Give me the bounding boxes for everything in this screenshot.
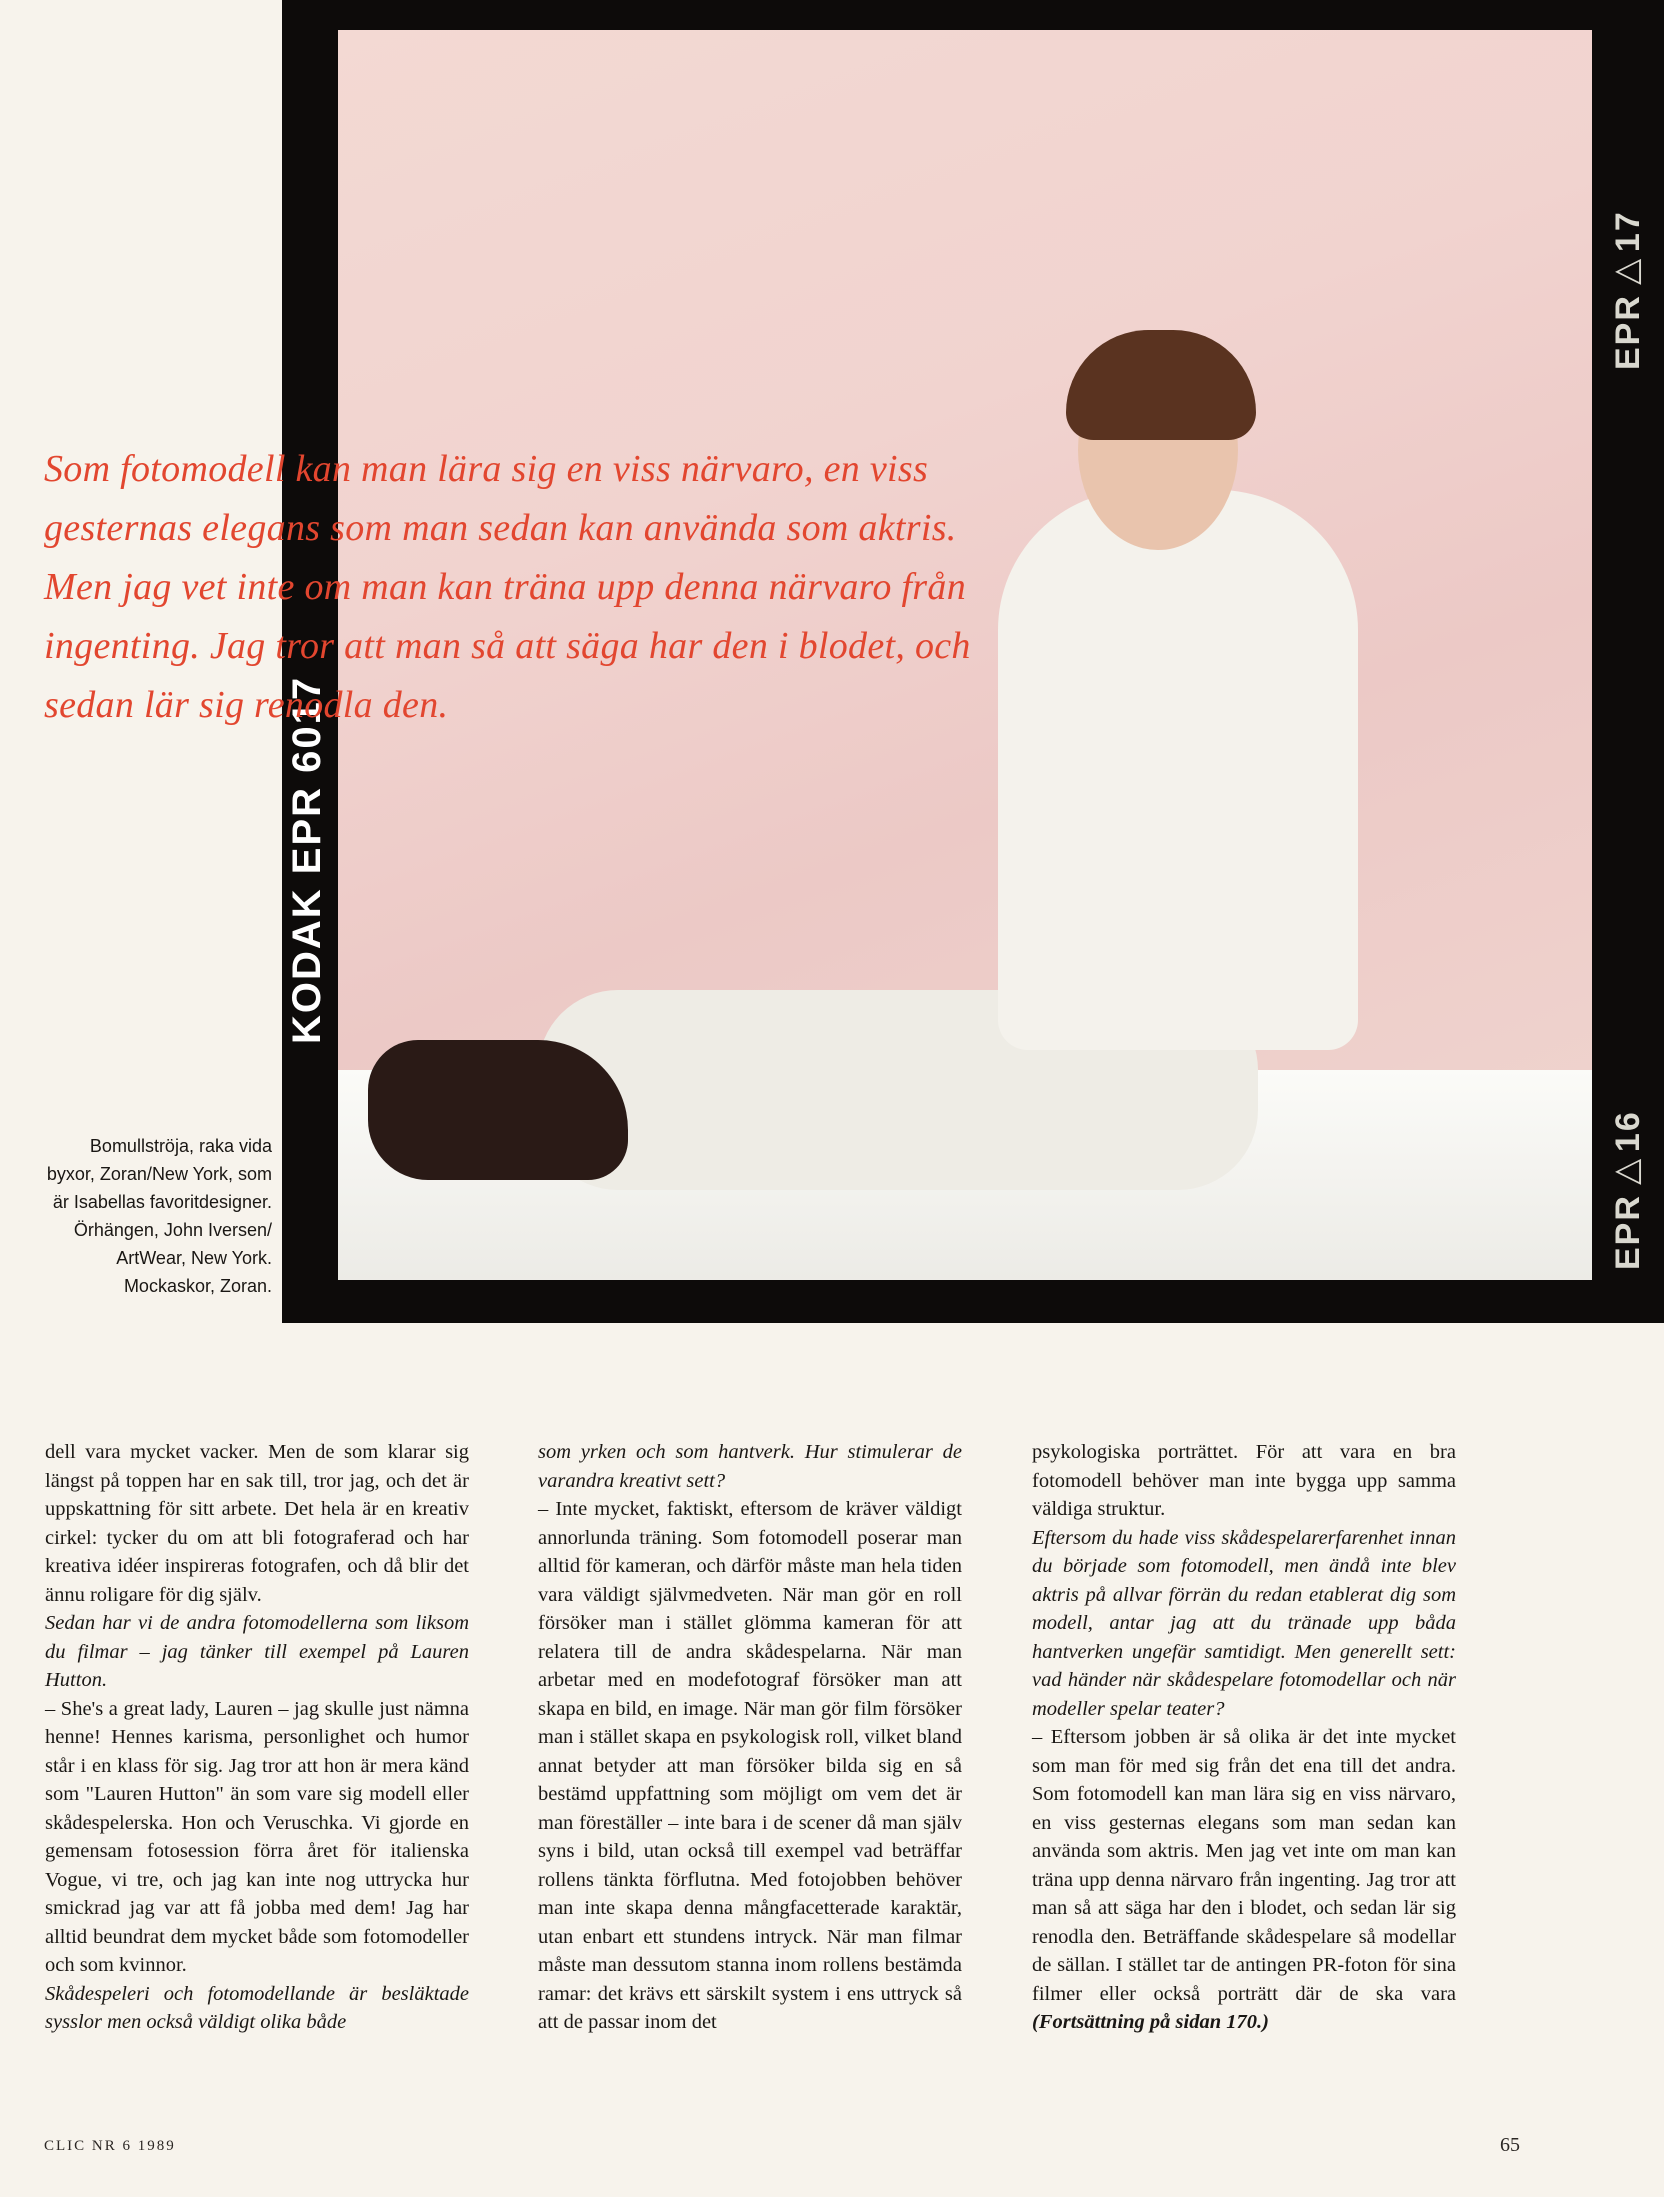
photo-caption: Bomullströja, raka vida byxor, Zoran/New York, som är Isabellas favoritdesigner. Örhängen, John Iversen/ ArtWear, New York. Mockaskor, Zoran. [46, 1136, 272, 1296]
page-number: 65 [1500, 2134, 1520, 2156]
interview-question: Eftersom du hade viss skådespelarerfarenhet innan du började som fotomodell, men ändå inte blev aktris på allvar förrän du redan etablerat dig som modell, antar jag att du tränade upp båda hantverken ungefär samtidigt. Men generellt sett: vad händer när skådespelare fotomodellar och när modeller spelar teater? [1032, 1526, 1456, 1720]
article-column-3 [1032, 1438, 1456, 2037]
paragraph [1032, 1723, 1456, 2037]
continuation-note: (Fortsättning på sidan 170.) [1032, 2011, 1269, 2033]
interview-question: Sedan har vi de andra fotomodellerna som liksom du filmar – jag tänker till exempel på Lauren Hutton. [45, 1612, 469, 1691]
photo-boot [368, 1040, 628, 1180]
pull-quote: Som fotomodell kan man lära sig en viss närvaro, en viss gesternas elegans som man sedan kan använda som aktris. Men jag vet inte om man kan träna upp denna närvaro från ingenting. Jag tror att man så att säga har den i blodet, och sedan lär sig renodla den. [44, 448, 971, 726]
magazine-issue: CLIC NR 6 1989 [44, 2138, 176, 2154]
paragraph-text: – Eftersom jobben är så olika är det inte mycket som man för med sig från det ena till det andra. Som fotomodell kan man lära sig en viss närvaro, en viss gesternas elegans som man sedan kan använda som aktris. Men jag vet inte om man kan träna upp denna närvaro från ingenting. Jag tror att man så att säga har den i blodet, och sedan lär sig renodla den. Beträffande skådespelare så modellar de sällan. I stället tar de antingen PR-foton för sina filmer eller också porträtt där de ska vara [1032, 1726, 1456, 2005]
article-column-2 [538, 1438, 962, 2037]
film-code-label: KODAK EPR 6017 [285, 675, 329, 1045]
paragraph: – She's a great lady, Lauren – jag skulle just nämna henne! Hennes karisma, personlighet och humor står i en klass för sig. Jag tror att hon är mera känd som "Lauren Hutton" än som vare sig modell eller skådespelerska. Hon och Veruschka. Vi gjorde en gemensam fotosession förra året för italienska Vogue, vi tre, och jag kan inte nog uttrycka hur smickrad jag var att få jobba med dem! Jag har alltid beundrat dem mycket både som fotomodeller och som kvinnor. [45, 1697, 469, 1976]
paragraph: – Inte mycket, faktiskt, eftersom de kräver väldigt annorlunda träning. Som fotomodell poserar man alltid för kameran, och därför måste man hela tiden vara väldigt självmedveten. När man gör en roll försöker man i stället glömma kameran för att relatera till de andra skådespelarna. När man arbetar med en modefotograf försöker man att skapa en bild, en image. När man gör film försöker man i stället skapa en psykologisk roll, vilket bland annat betyder att man försöker bilda sig en så bestämd uppfattning som möjligt om vem det är man föreställer – inte bara i de scener då man själv syns i bild, utan också till exempel vad beträffar rollens tänkta förflutna. Med fotojobben behöver man inte skapa denna mångfacetterade karaktär, utan enbart ett stundens intryck. När man filmar måste man dessutom stanna inom rollens bestämda ramar: det krävs ett särskilt system i ens uttryck så att de passar inom det [538, 1498, 962, 2033]
film-edge-mark-top: EPR▷17 [1609, 210, 1647, 370]
film-edge-mark-bottom: EPR▷16 [1609, 1110, 1647, 1270]
interview-question: som yrken och som hantverk. Hur stimulerar de varandra kreativt sett? [538, 1441, 962, 1492]
photo-figure-hair [1066, 330, 1256, 440]
paragraph: dell vara mycket vacker. Men de som klarar sig längst på toppen har en sak till, tror jag, och det är uppskattning för sitt arbete. Det hela är en kreativ cirkel: tycker du om att bli fotograferad och har kreativa idéer inspireras fotografen, och då blir det ännu roligare för dig själv. [45, 1441, 469, 1606]
paragraph: psykologiska porträttet. För att vara en bra fotomodell behöver man inte bygga upp samma väldiga struktur. [1032, 1441, 1456, 1520]
photo-figure-sweater [998, 490, 1358, 1050]
interview-question: Skådespeleri och fotomodellande är besläktade sysslor men också väldigt olika både [45, 1982, 469, 2033]
article-column-1 [45, 1438, 469, 2037]
